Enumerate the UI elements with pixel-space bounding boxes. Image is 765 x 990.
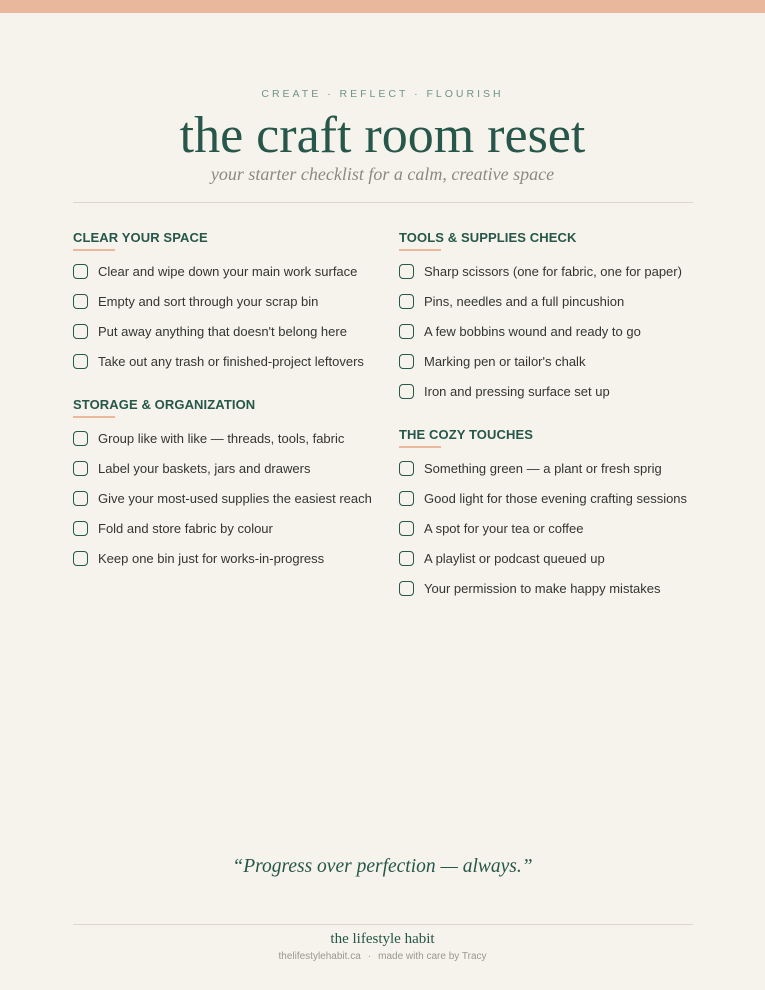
checklist-item[interactable] [73, 286, 383, 316]
right-column [399, 231, 709, 625]
checklist-item-label: Pins, needles and a full pincushion [424, 293, 625, 309]
top-accent-bar [0, 0, 765, 13]
checklist-item[interactable] [73, 513, 383, 543]
checklist-section-storage-and-organization [73, 398, 383, 573]
checklist-item-label: Give your most-used supplies the easiest reach [98, 490, 372, 506]
tagline: CREATE · REFLECT · FLOURISH [261, 88, 504, 100]
checkbox[interactable] [399, 461, 414, 476]
checklist-item[interactable] [399, 346, 709, 376]
checklist-item[interactable] [399, 483, 709, 513]
website-link[interactable]: thelifestylehabit.ca [278, 951, 361, 962]
checkbox[interactable] [399, 324, 414, 339]
checkbox[interactable] [73, 354, 88, 369]
checklist-item-label: Clear and wipe down your main work surface [98, 263, 358, 279]
footer-separator: · [367, 951, 372, 962]
checklist-item[interactable] [73, 423, 383, 453]
checkbox[interactable] [73, 551, 88, 566]
checkbox[interactable] [399, 354, 414, 369]
section-underline [73, 249, 115, 251]
checklist-item[interactable] [73, 346, 383, 376]
checklist-item-label: Fold and store fabric by colour [98, 520, 273, 536]
section-underline [73, 416, 115, 418]
checklist-item[interactable] [399, 376, 709, 406]
checkbox[interactable] [399, 581, 414, 596]
checklist-item-label: Take out any trash or finished-project leftovers [98, 353, 364, 369]
checklist-item-label: A playlist or podcast queued up [424, 550, 605, 566]
checklist-item-label: Keep one bin just for works-in-progress [98, 550, 325, 566]
checklist-item-label: Good light for those evening crafting sessions [424, 490, 688, 506]
checklist [73, 256, 383, 376]
page-title: the craft room reset [179, 107, 586, 164]
checkbox[interactable] [399, 521, 414, 536]
checkbox[interactable] [73, 264, 88, 279]
checklist-item[interactable] [399, 513, 709, 543]
section-underline [399, 446, 441, 448]
checklist-item[interactable] [73, 256, 383, 286]
checklist-item[interactable] [73, 453, 383, 483]
checklist-section-clear-your-space [73, 231, 383, 376]
closing-quote: “Progress over perfection — always.” [232, 856, 533, 877]
checklist-item[interactable] [73, 543, 383, 573]
checklist-item-label: Label your baskets, jars and drawers [98, 460, 311, 476]
checklist-item[interactable] [73, 483, 383, 513]
checklist-item[interactable] [73, 316, 383, 346]
checklist-item-label: Put away anything that doesn't belong here [98, 323, 347, 339]
checklist-item[interactable] [399, 316, 709, 346]
checklist-item[interactable] [399, 453, 709, 483]
footer-credit: made with care by Tracy [378, 951, 487, 962]
checkbox[interactable] [73, 521, 88, 536]
header-divider [73, 202, 693, 203]
checklist-item[interactable] [399, 286, 709, 316]
checkbox[interactable] [73, 431, 88, 446]
section-title: TOOLS & SUPPLIES CHECK [399, 230, 577, 245]
checklist-item-label: A spot for your tea or coffee [424, 520, 584, 536]
checklist [73, 423, 383, 573]
checkbox[interactable] [73, 324, 88, 339]
page-subtitle: your starter checklist for a calm, creative space [210, 164, 555, 184]
brand-name: the lifestyle habit [330, 931, 435, 947]
section-title: THE COZY TOUCHES [399, 427, 534, 442]
section-title: CLEAR YOUR SPACE [73, 230, 208, 245]
checklist [399, 256, 709, 406]
checkbox[interactable] [399, 551, 414, 566]
checklist [399, 453, 709, 603]
footer-divider [73, 924, 693, 925]
checklist-item-label: Group like with like — threads, tools, fabric [98, 430, 345, 446]
checklist-item[interactable] [399, 573, 709, 603]
checkbox[interactable] [399, 294, 414, 309]
checklist-item[interactable] [399, 256, 709, 286]
section-underline [399, 249, 441, 251]
checkbox[interactable] [73, 294, 88, 309]
checklist-section-the-cozy-touches [399, 428, 709, 603]
checkbox[interactable] [73, 491, 88, 506]
checkbox[interactable] [399, 384, 414, 399]
checklist-item-label: Something green — a plant or fresh sprig [424, 460, 662, 476]
checkbox[interactable] [399, 264, 414, 279]
checkbox[interactable] [399, 491, 414, 506]
checklist-item[interactable] [399, 543, 709, 573]
checkbox[interactable] [73, 461, 88, 476]
checklist-item-label: Iron and pressing surface set up [424, 383, 610, 399]
checklist-item-label: A few bobbins wound and ready to go [424, 323, 641, 339]
checklist-item-label: Empty and sort through your scrap bin [98, 293, 319, 309]
checklist-item-label: Your permission to make happy mistakes [424, 580, 661, 596]
footer-credits [0, 951, 765, 962]
checklist-item-label: Marking pen or tailor's chalk [424, 353, 586, 369]
left-column [73, 231, 383, 595]
checklist-section-tools-and-supplies-check [399, 231, 709, 406]
section-title: STORAGE & ORGANIZATION [73, 397, 256, 412]
checklist-item-label: Sharp scissors (one for fabric, one for paper) [424, 263, 682, 279]
